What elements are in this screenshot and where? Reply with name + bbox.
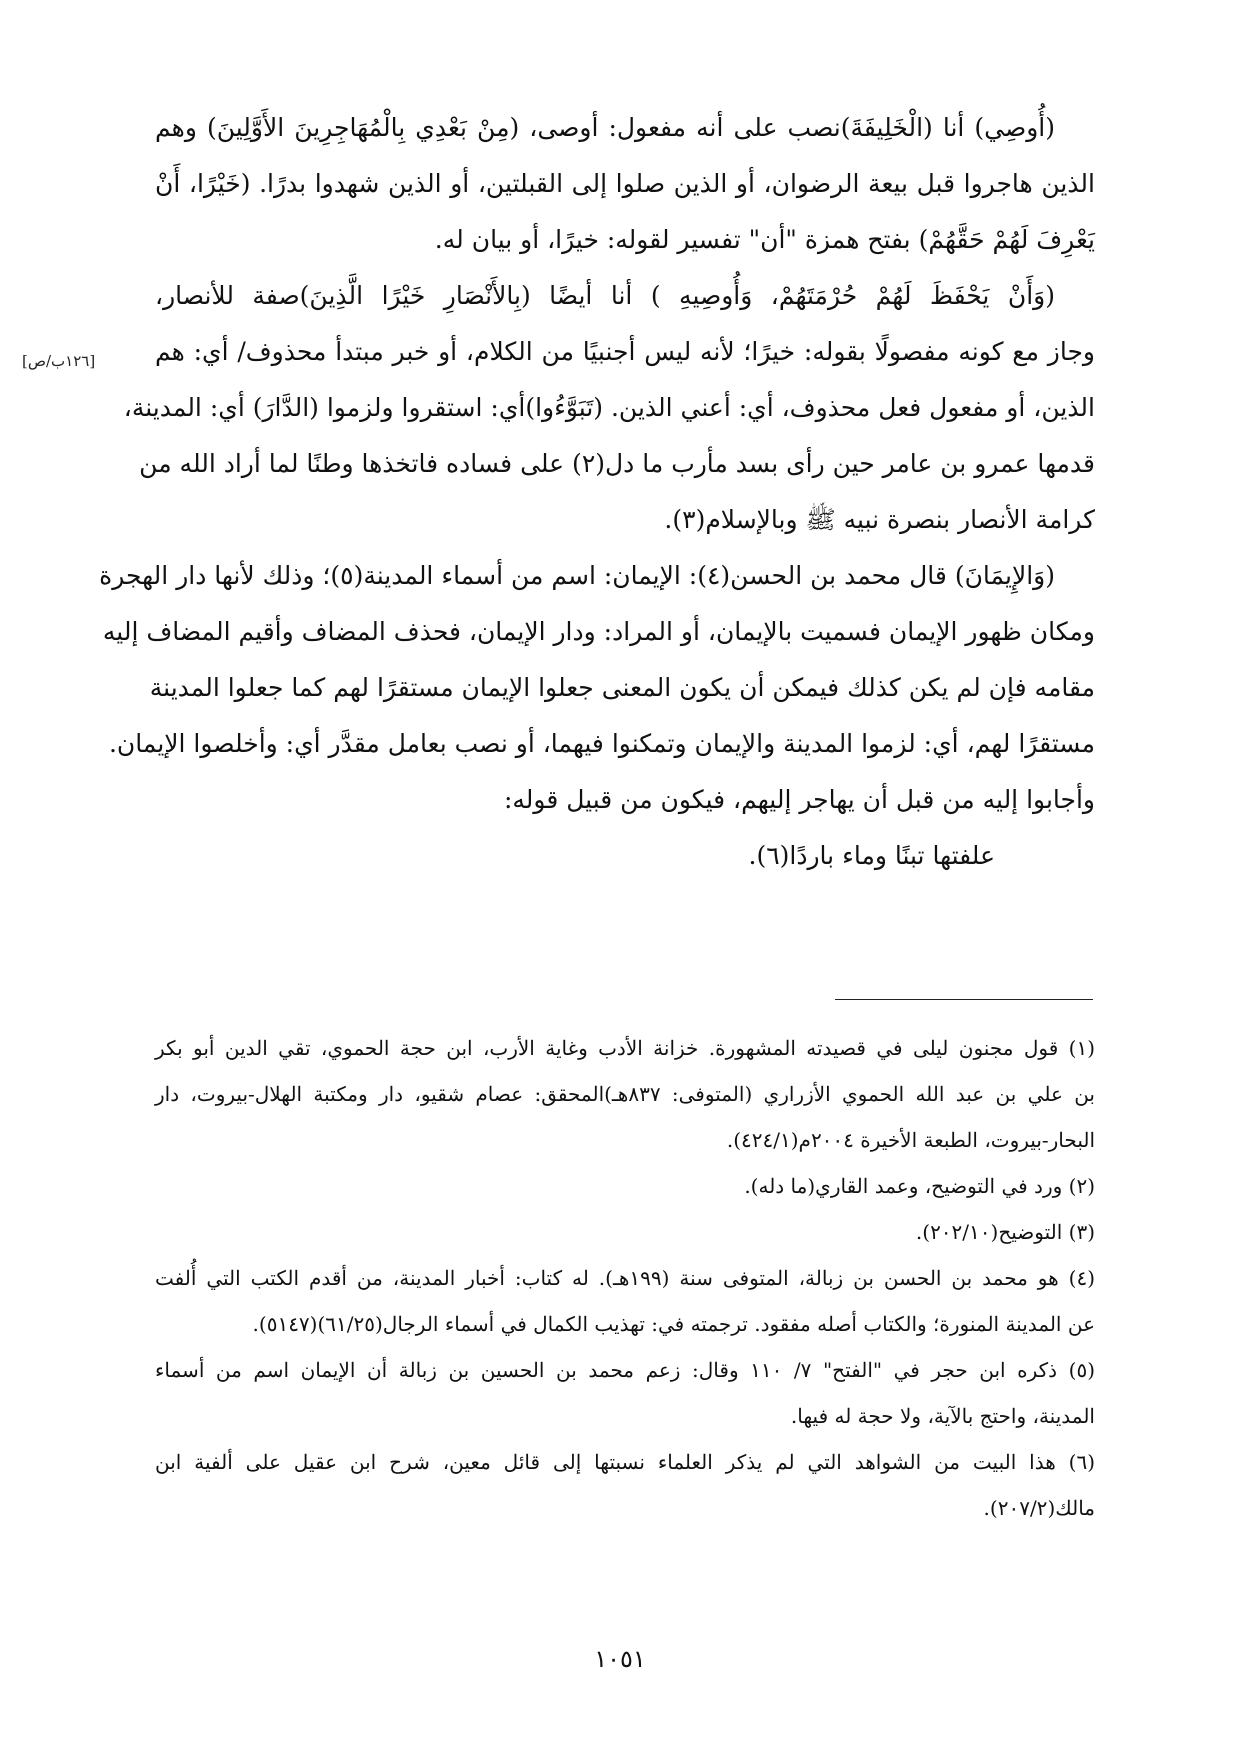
text-line: علفتها تبنًا وماء باردًا(٦). [748, 841, 995, 870]
footnote-line: (٤) هو محمد بن الحسن بن زبالة، المتوفى سنة (١٩٩هـ). له كتاب: أخبار المدينة، من أقدم الكتب التي أُلفت [155, 1266, 1095, 1290]
footnotes [155, 1025, 1095, 1531]
marginal-folio-note: [١٢٦ب/ص] [22, 352, 96, 370]
footnote-line: مالك(٢٠٧/٢). [983, 1496, 1095, 1520]
text-line: (أُوصِي) أنا (الْخَلِيفَةَ)نصب على أنه مفعول: أوصى، (مِنْ بَعْدِي بِالْمُهَاجِرِينَ الأَوَّلِينَ) وهم [155, 113, 1055, 142]
footnote-line: (٣) التوضيح(٢٠٢/١٠). [915, 1220, 1095, 1244]
footnote-line: بن علي بن عبد الله الحموي الأزراري (المتوفى: ٨٣٧هـ)المحقق: عصام شقيو، دار ومكتبة الهلال-بيروت، دار [155, 1082, 1095, 1106]
text-line: (وَالإِيمَانَ) قال محمد بن الحسن(٤): الإيمان: اسم من أسماء المدينة(٥)؛ وذلك لأنها دار الهجرة [99, 561, 1055, 590]
footnote-line: (١) قول مجنون ليلى في قصيدته المشهورة. خزانة الأدب وغاية الأرب، ابن حجة الحموي، تقي الدين أبو بكر [155, 1036, 1095, 1060]
text-line: (وَأَنْ يَحْفَظَ لَهُمْ حُرْمَتَهُمْ، وَأُوصِيهِ ) أنا أيضًا (بِالأَنْصَارِ خَيْرًا الَّذِينَ)صفة للأنصار، [155, 281, 1055, 310]
footnote-line: عن المدينة المنورة؛ والكتاب أصله مفقود. ترجمته في: تهذيب الكمال في أسماء الرجال(٦١/٢٥)(٥١٤٧). [252, 1312, 1095, 1336]
text-line: قدمها عمرو بن عامر حين رأى بسد مأرب ما دل(٢) على فساده فاتخذها وطنًا لما أراد الله من [139, 449, 1095, 478]
footnote-line: البحار-بيروت، الطبعة الأخيرة ٢٠٠٤م(٤٢٤/١). [726, 1128, 1095, 1152]
text-line: مقامه فإن لم يكن كذلك فيمكن أن يكون المعنى جعلوا الإيمان مستقرًا لهم كما جعلوا المدينة [149, 673, 1095, 702]
text-line: كرامة الأنصار بنصرة نبيه ﷺ وبالإسلام(٣). [664, 505, 1095, 534]
footnote-line: المدينة، واحتج بالآية، ولا حجة له فيها. [790, 1404, 1095, 1428]
footnote-line: (٢) ورد في التوضيح، وعمد القاري(ما دله). [744, 1174, 1095, 1198]
page-number: ١٠٥١ [594, 1645, 646, 1673]
text-line: وأجابوا إليه من قبل أن يهاجر إليهم، فيكون من قبيل قوله: [503, 785, 1095, 814]
text-line: ومكان ظهور الإيمان فسميت بالإيمان، أو المراد: ودار الإيمان، فحذف المضاف وأقيم المضاف إليه [102, 617, 1095, 646]
text-line: مستقرًا لهم، أي: لزموا المدينة والإيمان وتمكنوا فيهما، أو نصب بعامل مقدَّر أي: وأخلصوا الإيمان. [108, 729, 1095, 758]
main-text [99, 100, 1095, 884]
text-line: الذين هاجروا قبل بيعة الرضوان، أو الذين صلوا إلى القبلتين، أو الذين شهدوا بدرًا. (خَيْرًا، أَنْ [155, 169, 1095, 198]
text-line: يَعْرِفَ لَهُمْ حَقَّهُمْ) بفتح همزة "أن" تفسير لقوله: خيرًا، أو بيان له. [434, 225, 1095, 254]
footnote-separator [835, 999, 1093, 1000]
footnote-line: (٥) ذكره ابن حجر في "الفتح" ٧/ ١١٠ وقال: زعم محمد بن الحسين بن زبالة أن الإيمان اسم من أسماء [155, 1358, 1095, 1382]
text-line: الذين، أو مفعول فعل محذوف، أي: أعني الذين. (تَبَوَّءُوا)أي: استقروا ولزموا (الدَّارَ) أي: المدينة، [123, 393, 1095, 422]
footnote-line: (٦) هذا البيت من الشواهد التي لم يذكر العلماء نسبتها إلى قائل معين، شرح ابن عقيل على ألفية ابن [155, 1450, 1095, 1474]
text-line: وجاز مع كونه مفصولًا بقوله: خيرًا؛ لأنه ليس أجنبيًا من الكلام، أو خبر مبتدأ محذوف/ أي: هم [155, 337, 1095, 366]
